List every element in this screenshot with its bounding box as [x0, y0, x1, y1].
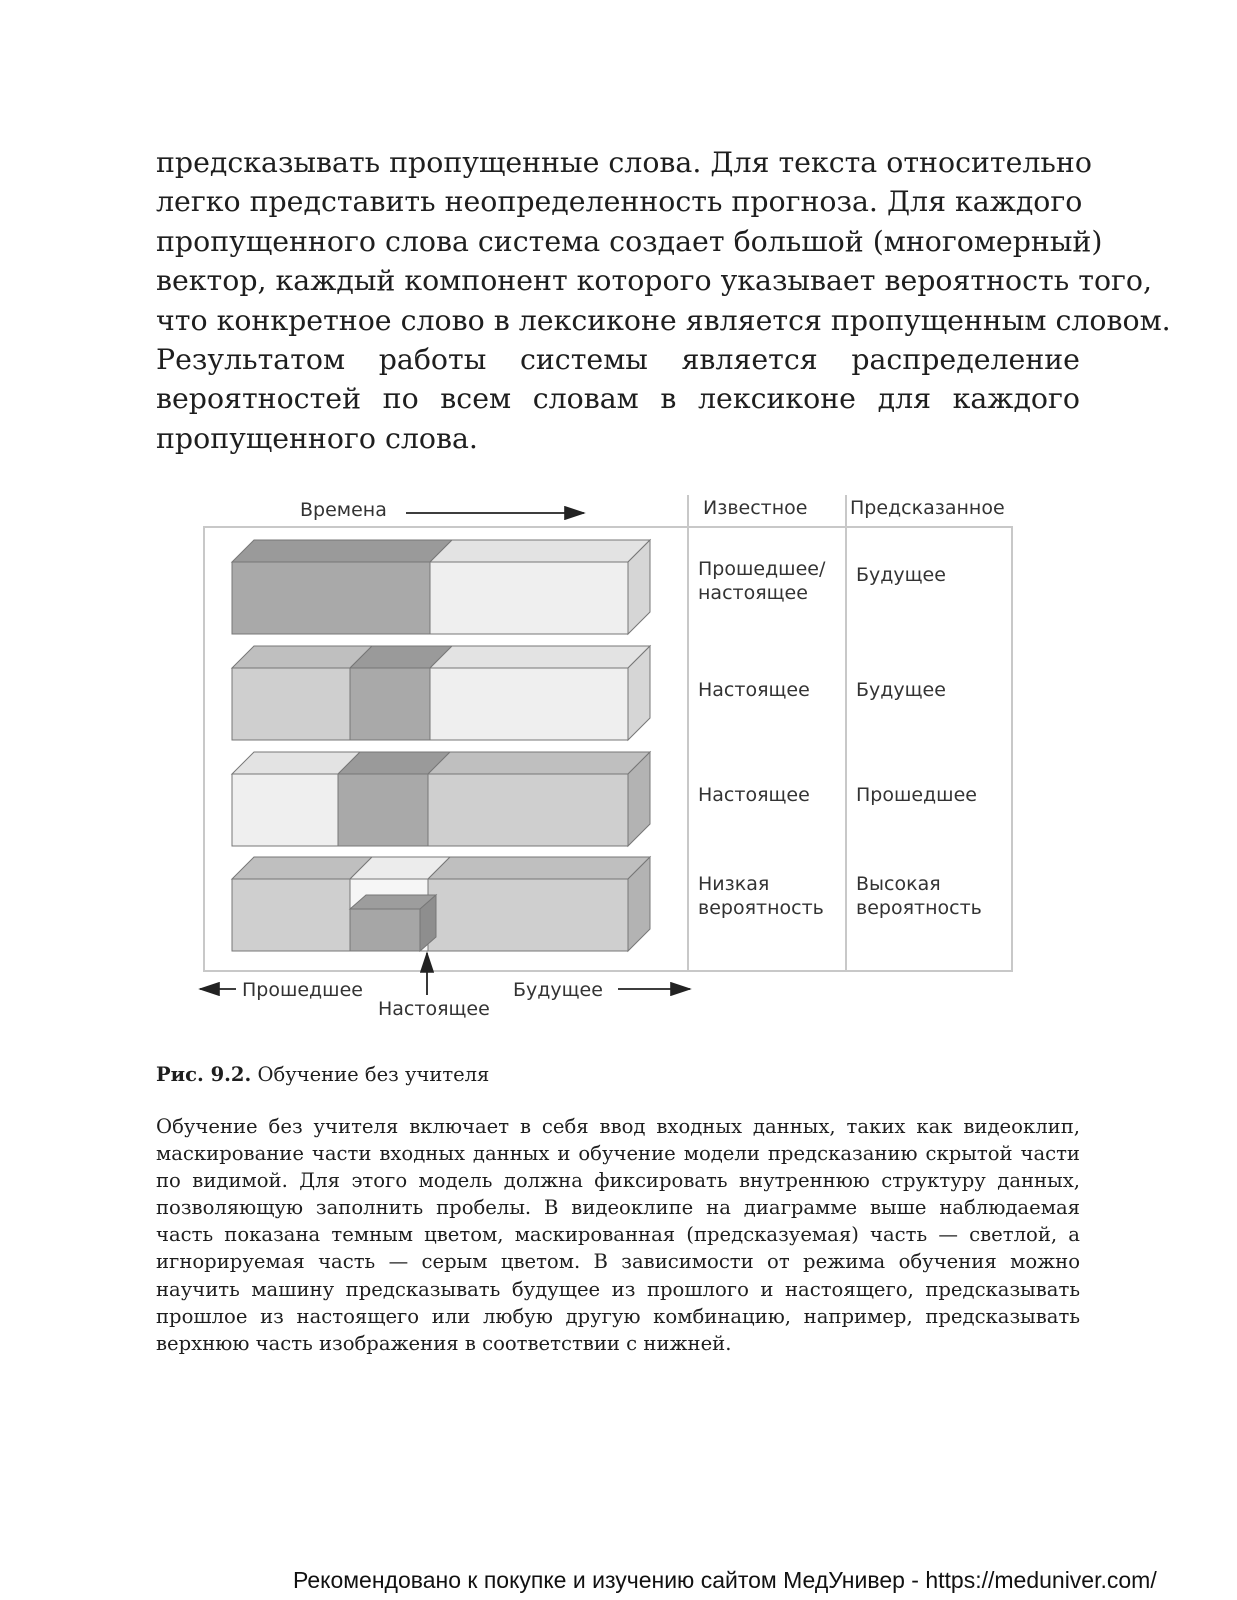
row-known-label: Прошедшее/: [698, 558, 826, 580]
text-line: Обучение без учителя включает в себя ввод входных данных, таких как видеоклип,: [156, 1115, 1080, 1138]
bar-face: [430, 540, 650, 562]
column-header-predicted: Предсказанное: [850, 497, 1005, 519]
unsupervised-learning-figure: [198, 495, 1038, 1045]
text-line: часть показана темным цветом, маскированная (предсказуемая) часть — светлой, а: [156, 1223, 1080, 1247]
text-line: Результатом работы системы является распределение: [156, 343, 1080, 377]
footer-link-text: Рекомендовано к покупке и изучению сайтом МедУнивер - https://meduniver.com/: [293, 1567, 1157, 1593]
figure-number: Рис. 9.2.: [156, 1063, 252, 1086]
bar-face: [350, 909, 420, 951]
bar-face: [428, 879, 628, 951]
figure-caption: [156, 1062, 489, 1088]
video-bars: [232, 540, 650, 951]
column-header-known: Известное: [703, 497, 808, 519]
main-paragraph: [156, 143, 1171, 458]
bar-face: [430, 646, 650, 668]
text-line: пропущенного слова.: [156, 421, 478, 455]
axis-future-label: Будущее: [513, 979, 603, 1001]
bar-face: [232, 879, 350, 951]
row-predicted-label: Высокая: [856, 873, 941, 895]
bar-face: [232, 540, 452, 562]
row-known-label: настоящее: [698, 582, 808, 604]
row-predicted-label: вероятность: [856, 897, 982, 919]
row-predicted-label: Прошедшее: [856, 784, 977, 806]
bar-face: [350, 668, 430, 740]
text-line: игнорируемая часть — серым цветом. В зависимости от режима обучения можно: [156, 1250, 1080, 1274]
bar-face: [428, 857, 650, 879]
text-line: вероятностей по всем словам в лексиконе для каждого: [156, 382, 1080, 416]
text-line: предсказывать пропущенные слова. Для текста относительно: [156, 146, 1092, 179]
bar-face: [428, 774, 628, 846]
bar-face: [430, 668, 628, 740]
bar-face: [338, 774, 428, 846]
text-line: научить машину предсказывать будущее из прошлого и настоящего, предсказывать: [156, 1277, 1080, 1301]
bar-face: [232, 668, 350, 740]
text-line: легко представить неопределенность прогноза. Для каждого: [156, 185, 1083, 219]
text-line: что конкретное слово в лексиконе является пропущенным словом.: [156, 303, 1171, 337]
figure-description: [156, 1113, 1080, 1357]
row-predicted-label: Будущее: [856, 564, 946, 586]
text-line: пропущенного слова система создает большой (многомерный): [156, 224, 1103, 258]
time-label: Времена: [300, 499, 387, 521]
text-line: позволяющую заполнить пробелы. В видеоклипе на диаграмме выше наблюдаемая: [156, 1196, 1080, 1220]
row-labels: [698, 558, 982, 919]
row-known-label: вероятность: [698, 897, 824, 919]
axis-present-label: Настоящее: [378, 998, 490, 1020]
text-line: прошлое из настоящего или любую другую комбинацию, например, предсказывать: [156, 1304, 1080, 1328]
text-line: маскирование части входных данных и обучение модели предсказанию скрытой части: [156, 1142, 1080, 1166]
bar-face: [232, 774, 338, 846]
row-known-label: Настоящее: [698, 784, 810, 806]
text-line: по видимой. Для этого модель должна фиксировать внутреннюю структуру данных,: [156, 1169, 1080, 1193]
text-line: верхнюю часть изображения в соответствии с нижней.: [156, 1331, 732, 1355]
text-line: вектор, каждый компонент которого указывает вероятность того,: [156, 264, 1153, 298]
row-known-label: Настоящее: [698, 679, 810, 701]
axis-past-label: Прошедшее: [242, 979, 363, 1001]
bar-face: [428, 752, 650, 774]
bar-face: [232, 646, 372, 668]
bar-face: [232, 562, 430, 634]
bar-face: [232, 857, 372, 879]
figure-title: Обучение без учителя: [257, 1063, 490, 1086]
row-known-label: Низкая: [698, 873, 770, 895]
bar-face: [430, 562, 628, 634]
row-predicted-label: Будущее: [856, 679, 946, 701]
